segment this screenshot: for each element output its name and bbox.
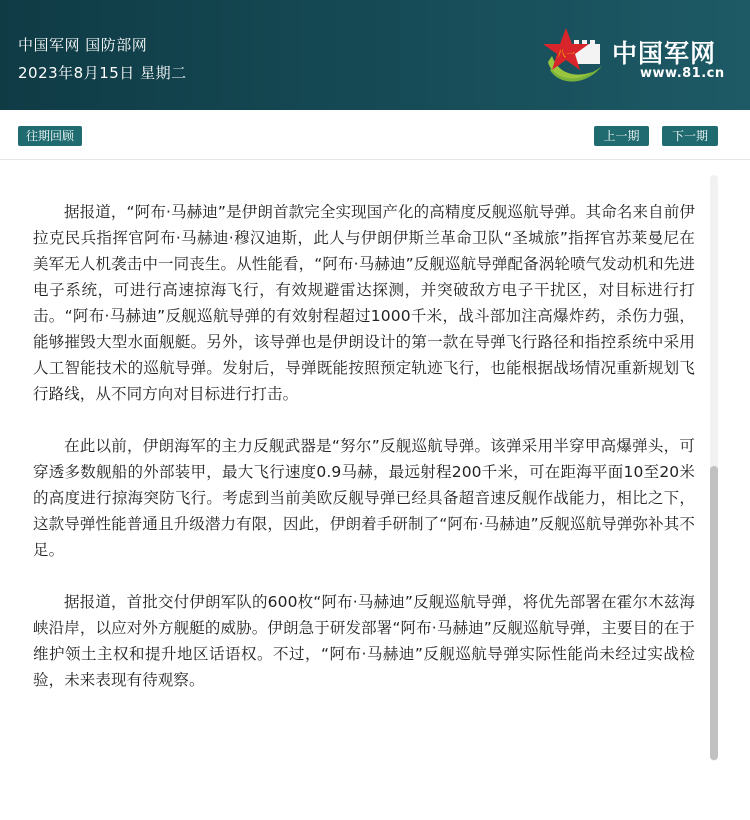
issue-toolbar	[0, 110, 750, 160]
article-paragraph: 据报道，“阿布·马赫迪”是伊朗首款完全实现国产化的高精度反舰巡航导弹。其命名来自前伊拉克民兵指挥官阿布·马赫迪·穆汉迪斯，此人与伊朗伊斯兰革命卫队“圣城旅”指挥官苏莱曼尼在美军无人机袭击中一同丧生。从性能看，“阿布·马赫迪”反舰巡航导弹配备涡轮喷气发动机和先进电子系统，可进行高速掠海飞行，有效规避雷达探测，并突破敌方电子干扰区，对目标进行打击。“阿布·马赫迪”反舰巡航导弹的有效射程超过1000千米，战斗部加注高爆炸药，杀伤力强，能够摧毁大型水面舰艇。另外，该导弹也是伊朗设计的第一款在导弹飞行路径和指控系统中采用人工智能技术的巡航导弹。发射后，导弹既能按照预定轨迹飞行，也能根据战场情况重新规划飞行路线，从不同方向对目标进行打击。	[33, 203, 695, 403]
article-paragraph: 据报道，首批交付伊朗军队的600枚“阿布·马赫迪”反舰巡航导弹，将优先部署在霍尔木兹海峡沿岸，以应对外方舰艇的威胁。伊朗急于研发部署“阿布·马赫迪”反舰巡航导弹，主要目的在于维护领土主权和提升地区话语权。不过，“阿布·马赫迪”反舰巡航导弹实际性能尚未经过实战检验，未来表现有待观察。	[33, 593, 695, 689]
article-body	[33, 199, 695, 719]
article-viewport[interactable]	[0, 161, 750, 820]
logo-brand-text: 中国军网	[612, 39, 717, 68]
svg-text:八一: 八一	[556, 50, 576, 60]
scrollbar-thumb[interactable]	[710, 466, 718, 760]
site-logo[interactable]	[544, 26, 734, 90]
page-header	[0, 0, 750, 110]
archive-button[interactable]: 往期回顾	[18, 126, 82, 146]
issue-date: 2023年8月15日 星期二	[18, 64, 187, 82]
previous-issue-button[interactable]: 上一期	[594, 126, 649, 146]
site-name: 中国军网 国防部网	[18, 36, 148, 54]
article-paragraph: 在此以前，伊朗海军的主力反舰武器是“努尔”反舰巡航导弹。该弹采用半穿甲高爆弹头，可穿透多数舰船的外部装甲，最大飞行速度0.9马赫，最远射程200千米，可在距海平面10至20米的高度进行掠海突防飞行。考虑到当前美欧反舰导弹已经具备超音速反舰作战能力，相比之下，这款导弹性能普通且升级潜力有限，因此，伊朗着手研制了“阿布·马赫迪”反舰巡航导弹弥补其不足。	[33, 437, 695, 559]
next-issue-button[interactable]: 下一期	[662, 126, 718, 146]
army-star-emblem-icon	[544, 26, 608, 90]
logo-url-text: www.81.cn	[640, 66, 725, 81]
